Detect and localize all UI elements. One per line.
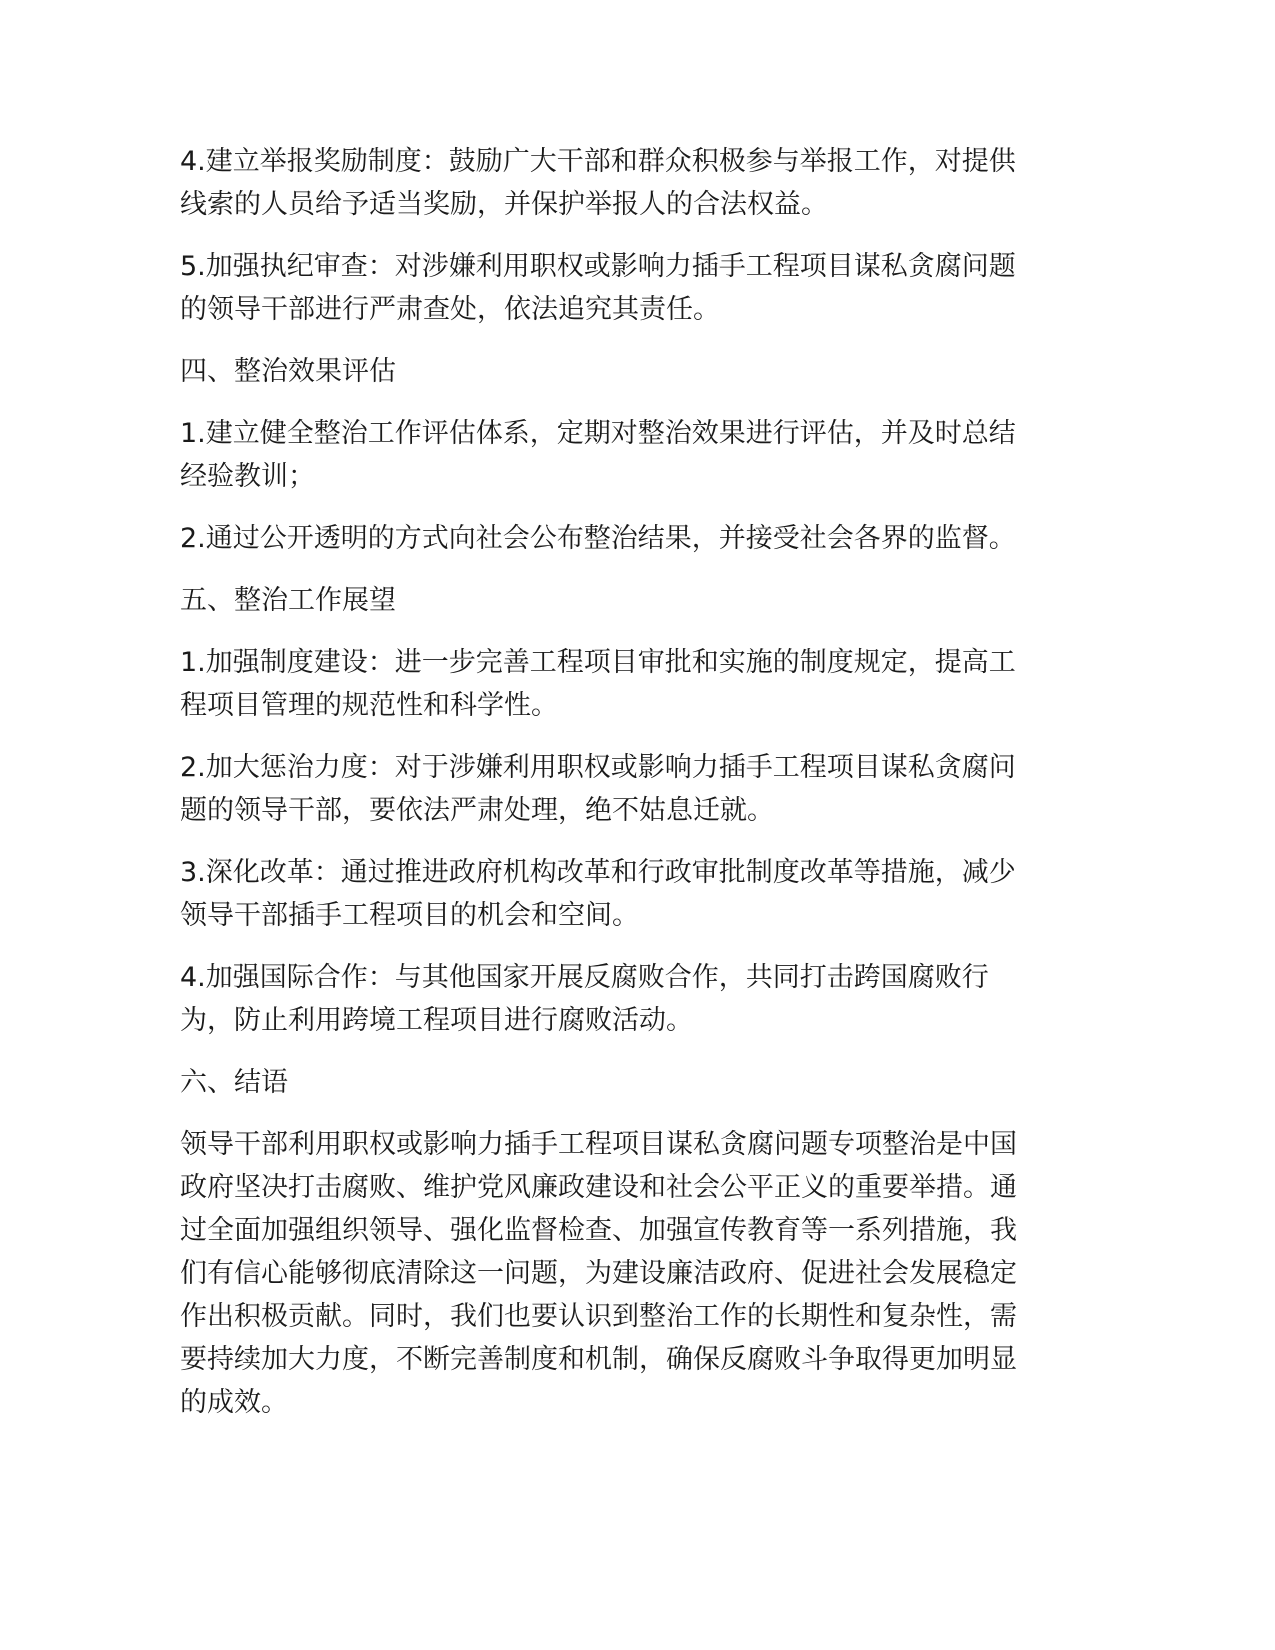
paragraph-conclusion: 领导干部利用职权或影响力插手工程项目谋私贪腐问题专项整治是中国政府坚决打击腐败、维护党风廉政建设和社会公平正义的重要举措。通过全面加强组织领导、强化监督检查、加强宣传教育等一系列措施，我们有信心能够彻底清除这一问题，为建设廉洁政府、促进社会发展稳定作出积极贡献。同时，我们也要认识到整治工作的长期性和复杂性，需要持续加大力度，不断完善制度和机制，确保反腐败斗争取得更加明显的成效。	[180, 1129, 1017, 1418]
paragraph-international-cooperation: 4.加强国际合作：与其他国家开展反腐败合作，共同打击跨国腐败行为，防止利用跨境工程项目进行腐败活动。	[180, 962, 989, 1036]
section-heading-evaluation: 四、整治效果评估	[180, 356, 396, 387]
section-heading-outlook: 五、整治工作展望	[180, 585, 396, 616]
document-page	[180, 140, 1040, 1443]
paragraph-report-reward: 4.建立举报奖励制度：鼓励广大干部和群众积极参与举报工作，对提供线索的人员给予适当奖励，并保护举报人的合法权益。	[180, 146, 1016, 220]
paragraph-reform: 3.深化改革：通过推进政府机构改革和行政审批制度改革等措施，减少领导干部插手工程项目的机会和空间。	[180, 857, 1016, 931]
paragraph-evaluation-system: 1.建立健全整治工作评估体系，定期对整治效果进行评估，并及时总结经验教训；	[180, 418, 1016, 492]
paragraph-punishment: 2.加大惩治力度：对于涉嫌利用职权或影响力插手工程项目谋私贪腐问题的领导干部，要依法严肃处理，绝不姑息迁就。	[180, 752, 1016, 826]
paragraph-system-building: 1.加强制度建设：进一步完善工程项目审批和实施的制度规定，提高工程项目管理的规范性和科学性。	[180, 647, 1016, 721]
paragraph-public-results: 2.通过公开透明的方式向社会公布整治结果，并接受社会各界的监督。	[180, 523, 1016, 554]
paragraph-discipline-review: 5.加强执纪审查：对涉嫌利用职权或影响力插手工程项目谋私贪腐问题的领导干部进行严肃查处，依法追究其责任。	[180, 251, 1016, 325]
section-heading-conclusion: 六、结语	[180, 1067, 288, 1098]
